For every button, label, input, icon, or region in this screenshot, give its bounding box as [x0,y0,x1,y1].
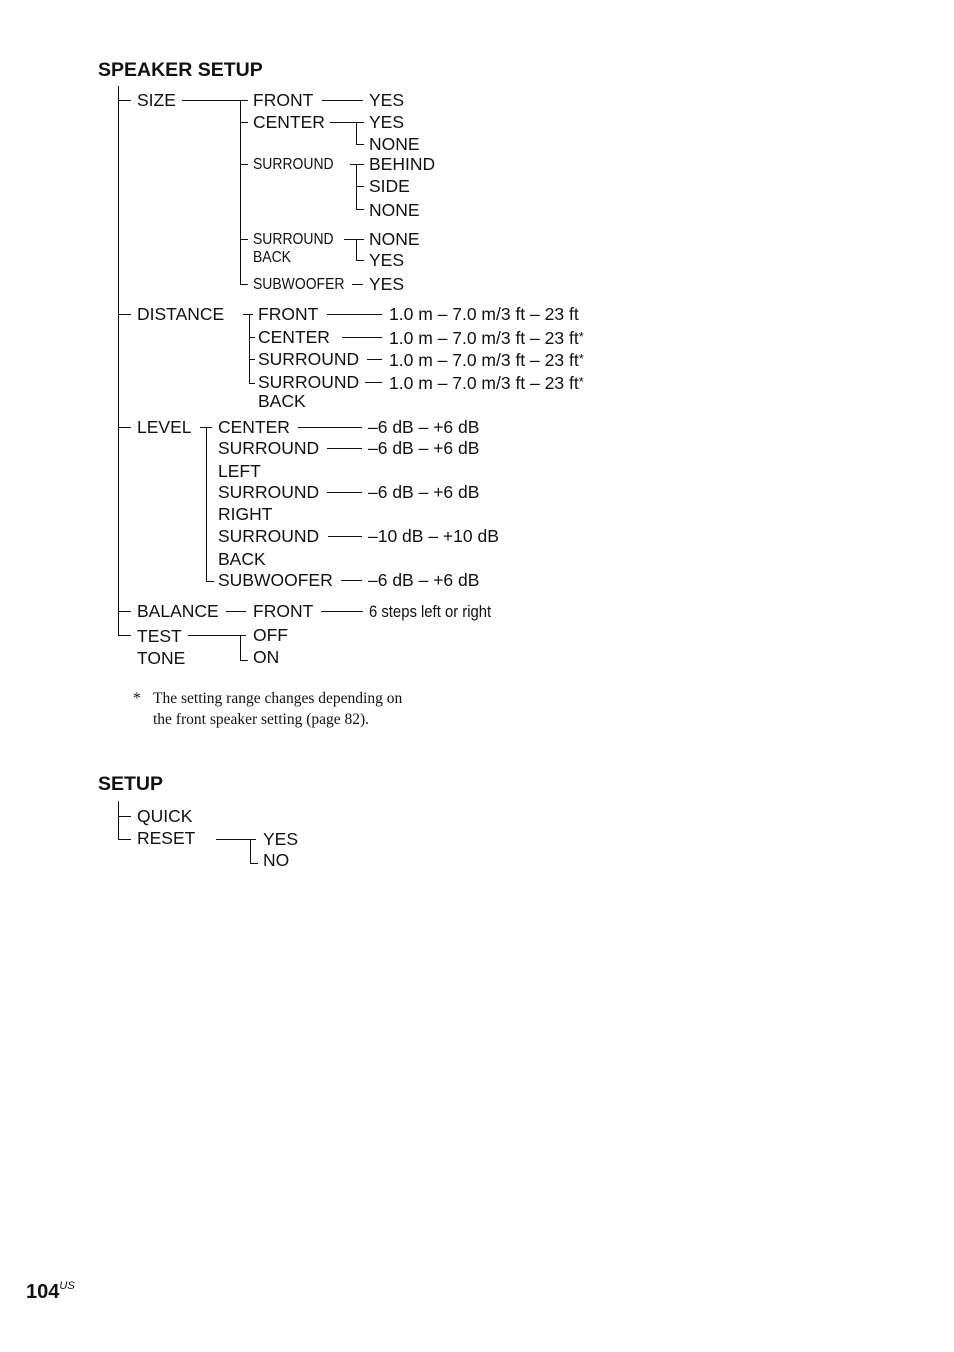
test-tone-item[interactable]: TEST [137,626,182,646]
distance-front-range: 1.0 m – 7.0 m/3 ft – 23 ft [389,304,579,324]
setup-reset-option-no[interactable]: NO [263,850,290,870]
level-surround-back-item[interactable]: SURROUND [218,526,320,546]
size-subwoofer-item[interactable]: SUBWOOFER [253,276,345,293]
size-surround-back-item[interactable]: SURROUND [253,231,334,248]
footnote-mark: * [133,690,141,707]
level-surround-back-item-line2: BACK [218,549,266,569]
test-tone-item-line2: TONE [137,648,186,668]
balance-front-range: 6 steps left or right [369,603,492,621]
distance-surround-back-range: 1.0 m – 7.0 m/3 ft – 23 ft [389,373,579,393]
level-subwoofer-item[interactable]: SUBWOOFER [218,570,333,590]
level-center-range: –6 dB – +6 dB [368,417,480,437]
size-surround-item[interactable]: SURROUND [253,156,334,173]
distance-surround-back-item-line2: BACK [258,391,306,411]
size-surround-option-side[interactable]: SIDE [369,176,410,196]
size-subwoofer-option-yes[interactable]: YES [369,274,405,294]
size-surround-option-none[interactable]: NONE [369,200,420,220]
size-item[interactable]: SIZE [137,90,176,110]
setup-reset-item[interactable]: RESET [137,828,196,848]
setup-reset-option-yes[interactable]: YES [263,829,299,849]
distance-surround-range: 1.0 m – 7.0 m/3 ft – 23 ft [389,350,579,370]
level-surround-left-item[interactable]: SURROUND [218,438,320,458]
size-center-item[interactable]: CENTER [253,112,325,132]
footnote-line1: The setting range changes depending on [153,690,403,707]
footnote-line2: the front speaker setting (page 82). [153,711,370,728]
setup-quick-item[interactable]: QUICK [137,806,193,826]
setup-heading: SETUP [98,773,164,795]
test-tone-option-on[interactable]: ON [253,647,280,667]
size-center-option-none[interactable]: NONE [369,134,420,154]
level-surround-right-item[interactable]: SURROUND [218,482,320,502]
page-number [26,1280,75,1304]
distance-center-footnote-mark: * [578,329,584,344]
balance-front-item[interactable]: FRONT [253,601,314,621]
distance-front-item[interactable]: FRONT [258,304,319,324]
level-surround-right-item-line2: RIGHT [218,504,273,524]
size-surround-option-behind[interactable]: BEHIND [369,154,436,174]
speaker-setup-heading: SPEAKER SETUP [98,59,263,81]
distance-surround-back-range-wrap [389,372,584,393]
distance-center-range: 1.0 m – 7.0 m/3 ft – 23 ft [389,328,579,348]
distance-surround-back-footnote-mark: * [578,374,584,389]
distance-surround-back-item[interactable]: SURROUND [258,372,360,392]
distance-item[interactable]: DISTANCE [137,304,225,324]
level-surround-left-range: –6 dB – +6 dB [368,438,480,458]
size-surround-back-item-line2: BACK [253,249,291,266]
distance-surround-range-wrap [389,349,584,370]
size-front-option-yes[interactable]: YES [369,90,405,110]
page-number-value: 104 [26,1281,60,1303]
distance-center-item[interactable]: CENTER [258,327,330,347]
level-item[interactable]: LEVEL [137,417,192,437]
level-center-item[interactable]: CENTER [218,417,290,437]
level-surround-back-range: –10 dB – +10 dB [368,526,499,546]
size-center-option-yes[interactable]: YES [369,112,405,132]
size-surround-back-option-yes[interactable]: YES [369,250,405,270]
level-surround-right-range: –6 dB – +6 dB [368,482,480,502]
level-subwoofer-range: –6 dB – +6 dB [368,570,480,590]
test-tone-option-off[interactable]: OFF [253,625,288,645]
distance-center-range-wrap [389,327,584,348]
size-surround-back-option-none[interactable]: NONE [369,229,420,249]
level-surround-left-item-line2: LEFT [218,461,261,481]
balance-item[interactable]: BALANCE [137,601,219,621]
page-number-suffix: US [59,1280,75,1292]
size-front-item[interactable]: FRONT [253,90,314,110]
distance-surround-footnote-mark: * [578,351,584,366]
distance-surround-item[interactable]: SURROUND [258,349,360,369]
